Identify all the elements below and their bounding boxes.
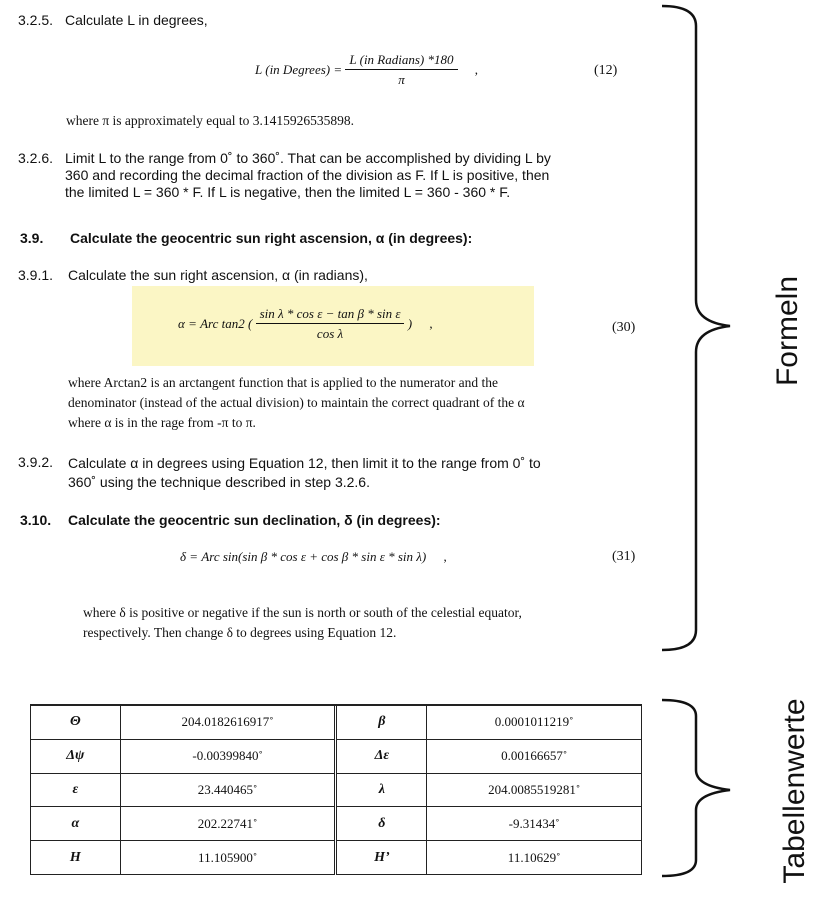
eq12-denominator: π xyxy=(398,72,405,87)
symbol-cell: ε xyxy=(31,773,121,807)
eq31-tag: (31) xyxy=(612,549,636,564)
value-cell: 202.22741˚ xyxy=(120,807,336,841)
eq30-tag: (30) xyxy=(612,320,636,335)
note-delta-line: respectively. Then change δ to degrees using Equation 12. xyxy=(83,625,397,640)
eq30-numerator: sin λ * cos ε − tan β * sin ε xyxy=(256,306,405,324)
table-row xyxy=(31,706,642,740)
step-3-9-2-line: 360˚ using the technique described in step 3.2.6. xyxy=(68,474,370,490)
values-table xyxy=(30,705,642,875)
step-3-2-6-line: Limit L to the range from 0˚ to 360˚. That can be accomplished by dividing L by xyxy=(65,150,551,166)
step-3-9-2-text xyxy=(68,454,541,492)
note-arctan xyxy=(68,373,525,433)
table-row xyxy=(31,739,642,773)
step-3-2-5-number: 3.2.5. xyxy=(18,12,54,28)
step-3-2-6-line: 360 and recording the decimal fraction of the division as F. If L is positive, then xyxy=(65,167,550,183)
value-cell: 204.0182616917˚ xyxy=(120,706,336,740)
table-row xyxy=(31,841,642,875)
note-delta xyxy=(83,603,522,643)
eq12-numerator: L (in Radians) *180 xyxy=(345,52,457,70)
symbol-cell: H xyxy=(31,841,121,875)
equation-12 xyxy=(255,52,478,88)
symbol-cell: Δψ xyxy=(31,739,121,773)
step-3-2-6-text xyxy=(65,150,551,201)
eq12-separator: , xyxy=(474,62,479,77)
note-delta-line: where δ is positive or negative if the sun is north or south of the celestial equator, xyxy=(83,605,522,620)
value-cell: -9.31434˚ xyxy=(427,807,642,841)
symbol-cell: H’ xyxy=(336,841,427,875)
step-3-9-2-line: Calculate α in degrees using Equation 12, then limit it to the range from 0˚ to xyxy=(68,455,541,471)
step-3-9-1-text: Calculate the sun right ascension, α (in radians), xyxy=(68,267,368,283)
symbol-cell: β xyxy=(336,706,427,740)
formulas-brace xyxy=(660,0,760,660)
eq30-separator: , xyxy=(429,316,433,331)
equation-30 xyxy=(178,306,433,342)
value-cell: -0.00399840˚ xyxy=(120,739,336,773)
eq30-close: ) xyxy=(407,316,413,331)
section-3-10-title: Calculate the geocentric sun declination, δ (in degrees): xyxy=(68,512,441,528)
symbol-cell: α xyxy=(31,807,121,841)
step-3-2-6-line: the limited L = 360 * F. If L is negative, then the limited L = 360 - 360 * F. xyxy=(65,184,511,200)
note-arctan-line: where Arctan2 is an arctangent function that is applied to the numerator and the xyxy=(68,375,498,390)
eq30-fraction xyxy=(256,306,405,342)
step-3-9-1-number: 3.9.1. xyxy=(18,267,54,283)
formulas-label: Formeln xyxy=(771,275,804,387)
equation-31 xyxy=(180,549,447,565)
value-cell: 11.10629˚ xyxy=(427,841,642,875)
eq31-body: δ = Arc sin(sin β * cos ε + cos β * sin ε * sin λ) xyxy=(180,549,427,564)
section-3-10-number: 3.10. xyxy=(20,512,52,528)
value-cell: 23.440465˚ xyxy=(120,773,336,807)
section-3-9-number: 3.9. xyxy=(20,230,44,246)
eq12-tag: (12) xyxy=(594,63,618,78)
value-cell: 0.00166657˚ xyxy=(427,739,642,773)
step-3-9-2-number: 3.9.2. xyxy=(18,454,54,470)
step-3-2-6-number: 3.2.6. xyxy=(18,150,54,166)
eq30-denominator: cos λ xyxy=(316,326,344,341)
value-cell: 0.0001011219˚ xyxy=(427,706,642,740)
step-3-2-5-text: Calculate L in degrees, xyxy=(65,12,208,28)
table-row xyxy=(31,773,642,807)
eq30-lhs: α = Arc tan2 ( xyxy=(178,316,253,331)
eq12-fraction xyxy=(345,52,457,88)
note-arctan-line: denominator (instead of the actual division) to maintain the correct quadrant of the α xyxy=(68,395,525,410)
symbol-cell: Δε xyxy=(336,739,427,773)
note-arctan-line: where α is in the rage from -π to π. xyxy=(68,415,256,430)
eq12-lhs: L (in Degrees) = xyxy=(255,62,343,77)
value-cell: 11.105900˚ xyxy=(120,841,336,875)
table-values-label: Tabellenwerte xyxy=(778,698,811,884)
table-brace xyxy=(660,690,760,890)
table-row xyxy=(31,807,642,841)
note-pi: where π is approximately equal to 3.1415926535898. xyxy=(66,113,355,128)
value-cell: 204.0085519281˚ xyxy=(427,773,642,807)
symbol-cell: Θ xyxy=(31,706,121,740)
symbol-cell: λ xyxy=(336,773,427,807)
symbol-cell: δ xyxy=(336,807,427,841)
section-3-9-title: Calculate the geocentric sun right ascension, α (in degrees): xyxy=(70,230,473,246)
eq31-separator: , xyxy=(443,549,447,564)
